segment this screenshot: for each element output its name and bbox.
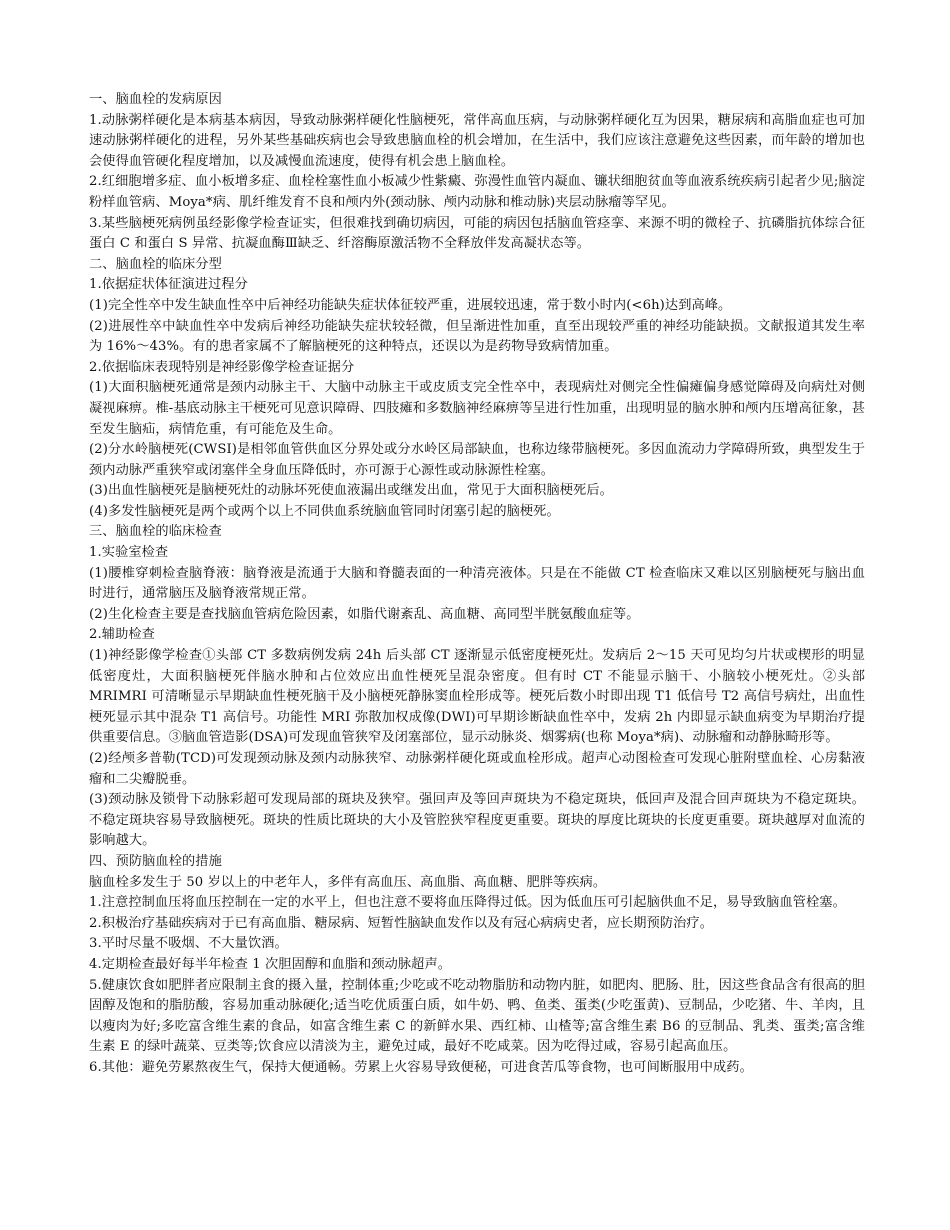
paragraph-prevention-intro: 脑血栓多发生于 50 岁以上的中老年人，多伴有高血压、高血脂、高血糖、肥胖等疾病。 [89, 874, 607, 890]
subheading-by-progression: 1.依据症状体征演进过程分 [89, 277, 248, 293]
paragraph-lumbar-puncture: (1)腰椎穿刺检查脑脊液：脑脊液是流通于大脑和脊髓表面的一种清亮液体。只是在不能做 CT 检查临床又难以区别脑梗死与脑出血时进行，通常脑压及脑脊液常规正常。 [89, 565, 865, 602]
paragraph-complete-stroke: (1)完全性卒中发生缺血性卒中后神经功能缺失症状体征较严重，进展较迅速，常于数小时内(<6h)达到高峰。 [89, 297, 732, 313]
paragraph-neuroimaging: (1)神经影像学检查①头部 CT 多数病例发病 24h 后头部 CT 逐渐显示低密度梗死灶。发病后 2～15 天可见均匀片状或楔形的明显低密度灶，大面积脑梗死伴脑水肿和占位效应出血性梗死呈混杂密度。但有时 CT 不能显示脑干、小脑较小梗死灶。②头部 MRIMRI 可清晰显示早期缺血性梗死脑干及小脑梗死静脉窦血栓形成等。梗死后数小时即出现 T1 低信号 T2 高信号病灶，出血性梗死显示其中混杂 T1 高信号。功能性 MRI 弥散加权成像(DWI)可早期诊断缺血性卒中，发病 2h 内即显示缺血病变为早期治疗提供重要信息。③脑血管造影(DSA)可发现血管狭窄及闭塞部位，显示动脉炎、烟雾病(也称 Moya*病)、动脉瘤和动静脉畸形等。 [89, 648, 865, 746]
paragraph-hemorrhagic-infarction: (3)出血性脑梗死是脑梗死灶的动脉坏死使血液漏出或继发出血，常见于大面积脑梗死后。 [89, 483, 613, 499]
paragraph-prevention-2: 2.积极治疗基础疾病对于已有高血脂、糖尿病、短暂性脑缺血发作以及有冠心病病史者，应长期预防治疗。 [89, 915, 714, 931]
paragraph-prevention-1: 1.注意控制血压将血压控制在一定的水平上，但也注意不要将血压降得过低。因为低血压可引起脑供血不足，易导致脑血管栓塞。 [89, 895, 846, 911]
paragraph-cause-1: 1.动脉粥样硬化是本病基本病因，导致动脉粥样硬化性脑梗死，常伴高血压病，与动脉粥样硬化互为因果，糖尿病和高脂血症也可加速动脉粥样硬化的进程，另外某些基础疾病也会导致患脑血栓的机会增加，在生活中，我们应该注意避免这些因素，而年龄的增加也会使得血管硬化程度增加，以及减慢血流速度，使得有机会患上脑血栓。 [89, 112, 865, 169]
paragraph-prevention-3: 3.平时尽量不吸烟、不大量饮酒。 [89, 936, 288, 952]
paragraph-prevention-5: 5.健康饮食如肥胖者应限制主食的摄入量，控制体重;少吃或不吃动物脂肪和动物内脏，如肥肉、肥肠、肚，因这些食品含有很高的胆固醇及饱和的脂肪酸，容易加重动脉硬化;适当吃优质蛋白质，如牛奶、鸭、鱼类、蛋类(少吃蛋黄)、豆制品，少吃猪、牛、羊肉，且以瘦肉为好;多吃富含维生素的食品，如富含维生素 C 的新鲜水果、西红柿、山楂等;富含维生素 B6 的豆制品、乳类、蛋类;富含维生素 E 的绿叶蔬菜、豆类等;饮食应以清淡为主，避免过咸，最好不吃咸菜。因为吃得过咸，容易引起高血压。 [89, 977, 865, 1055]
document-body [89, 90, 865, 1079]
subheading-by-imaging: 2.依据临床表现特别是神经影像学检查证据分 [89, 359, 355, 375]
paragraph-biochemistry: (2)生化检查主要是查找脑血管病危险因素，如脂代谢紊乱、高血糖、高同型半胱氨酸血症等。 [89, 606, 640, 622]
paragraph-progressive-stroke: (2)进展性卒中缺血性卒中发病后神经功能缺失症状较轻微，但呈渐进性加重，直至出现较严重的神经功能缺损。文献报道其发生率为 16%～43%。有的患者家属不了解脑梗死的这种特点，还误以为是药物导致病情加重。 [89, 318, 865, 355]
section-heading-classification: 二、脑血栓的临床分型 [89, 256, 222, 272]
section-heading-prevention: 四、预防脑血栓的措施 [89, 853, 222, 869]
section-heading-causes: 一、脑血栓的发病原因 [89, 92, 222, 107]
paragraph-cause-3: 3.某些脑梗死病例虽经影像学检查证实，但很难找到确切病因，可能的病因包括脑血管痉挛、来源不明的微栓子、抗磷脂抗体综合征蛋白 C 和蛋白 S 异常、抗凝血酶Ⅲ缺乏、纤溶酶原激活物不全释放伴发高凝状态等。 [89, 215, 865, 252]
paragraph-cause-2: 2.红细胞增多症、血小板增多症、血栓栓塞性血小板减少性紫癜、弥漫性血管内凝血、镰状细胞贫血等血液系统疾病引起者少见;脑淀粉样血管病、Moya*病、肌纤维发育不良和颅内外(颈动脉、颅内动脉和椎动脉)夹层动脉瘤等罕见。 [89, 174, 865, 210]
paragraph-multiple-infarction: (4)多发性脑梗死是两个或两个以上不同供血系统脑血管同时闭塞引起的脑梗死。 [89, 503, 560, 519]
paragraph-prevention-6: 6.其他：避免劳累熬夜生气，保持大便通畅。劳累上火容易导致便秘，可进食苦瓜等食物，也可间断服用中成药。 [89, 1059, 753, 1075]
subheading-auxiliary-tests: 2.辅助检查 [89, 627, 155, 643]
paragraph-prevention-4: 4.定期检查最好每半年检查 1 次胆固醇和血脂和颈动脉超声。 [89, 956, 452, 972]
paragraph-large-infarction: (1)大面积脑梗死通常是颈内动脉主干、大脑中动脉主干或皮质支完全性卒中，表现病灶对侧完全性偏瘫偏身感觉障碍及向病灶对侧凝视麻痹。椎-基底动脉主干梗死可见意识障碍、四肢瘫和多数脑神经麻痹等呈进行性加重，出现明显的脑水肿和颅内压增高征象，甚至发生脑疝，病情危重，有可能危及生命。 [89, 380, 865, 437]
paragraph-tcd: (2)经颅多普勒(TCD)可发现颈动脉及颈内动脉狭窄、动脉粥样硬化斑或血栓形成。超声心动图检查可发现心脏附壁血栓、心房黏液瘤和二尖瓣脱垂。 [89, 751, 865, 787]
section-heading-examination: 三、脑血栓的临床检查 [89, 524, 222, 540]
subheading-lab-tests: 1.实验室检查 [89, 545, 169, 561]
paragraph-carotid-ultrasound: (3)颈动脉及锁骨下动脉彩超可发现局部的斑块及狭窄。强回声及等回声斑块为不稳定斑块，低回声及混合回声斑块为不稳定斑块。不稳定斑块容易导致脑梗死。斑块的性质比斑块的大小及管腔狭窄程度更重要。斑块的厚度比斑块的长度更重要。斑块越厚对血流的影响越大。 [89, 792, 865, 849]
paragraph-watershed-infarction: (2)分水岭脑梗死(CWSI)是相邻血管供血区分界处或分水岭区局部缺血，也称边缘带脑梗死。多因血流动力学障碍所致，典型发生于颈内动脉严重狭窄或闭塞伴全身血压降低时，亦可源于心源性或动脉源性栓塞。 [89, 442, 865, 478]
